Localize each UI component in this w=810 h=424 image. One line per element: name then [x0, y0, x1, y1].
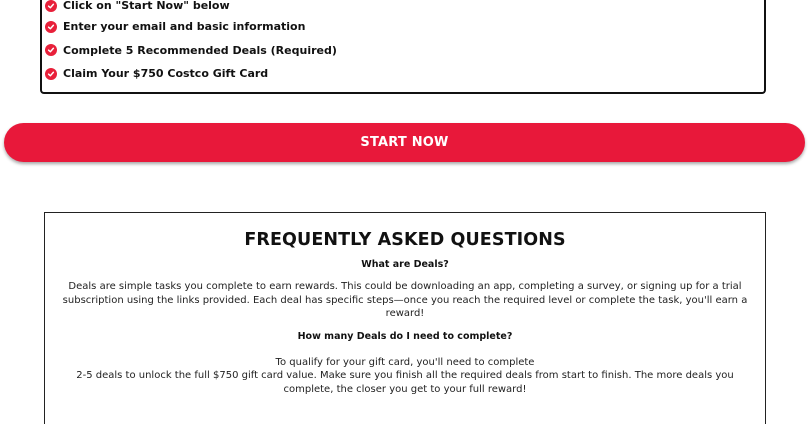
step-label: Complete 5 Recommended Deals (Required) [63, 43, 337, 57]
check-circle-icon [45, 44, 57, 56]
step-label: Enter your email and basic information [63, 20, 306, 34]
check-circle-icon [45, 21, 57, 33]
steps-box [40, 0, 766, 94]
faq-section [44, 212, 766, 424]
faq-answer: Deals are simple tasks you complete to earn rewards. This could be downloading an app, completing a survey, or signing up for a trial subscription using the links provided. Each deal has specific steps—once you reach the required level or complete the task, you'll earn a reward! [62, 281, 748, 319]
faq-title: FREQUENTLY ASKED QUESTIONS [244, 230, 566, 250]
step-item [45, 39, 764, 63]
check-circle-icon [45, 0, 57, 12]
faq-answer [53, 356, 758, 397]
step-item [45, 62, 764, 86]
check-circle-icon [45, 68, 57, 80]
step-item [45, 15, 764, 39]
faq-answer-line: 2-5 deals to unlock the full $750 gift card value. Make sure you finish all the required deals from start to finish. The more deals you complete, the closer you get to your full reward! [76, 370, 734, 395]
faq-question: What are Deals? [361, 259, 449, 270]
start-now-button[interactable]: START NOW [4, 123, 805, 162]
faq-question: How many Deals do I need to complete? [297, 330, 513, 342]
faq-answer-line: To qualify for your gift card, you'll need to complete [275, 356, 535, 368]
step-label: Claim Your $750 Costco Gift Card [63, 67, 269, 81]
step-item [45, 0, 764, 15]
step-label: Click on "Start Now" below [63, 0, 230, 12]
